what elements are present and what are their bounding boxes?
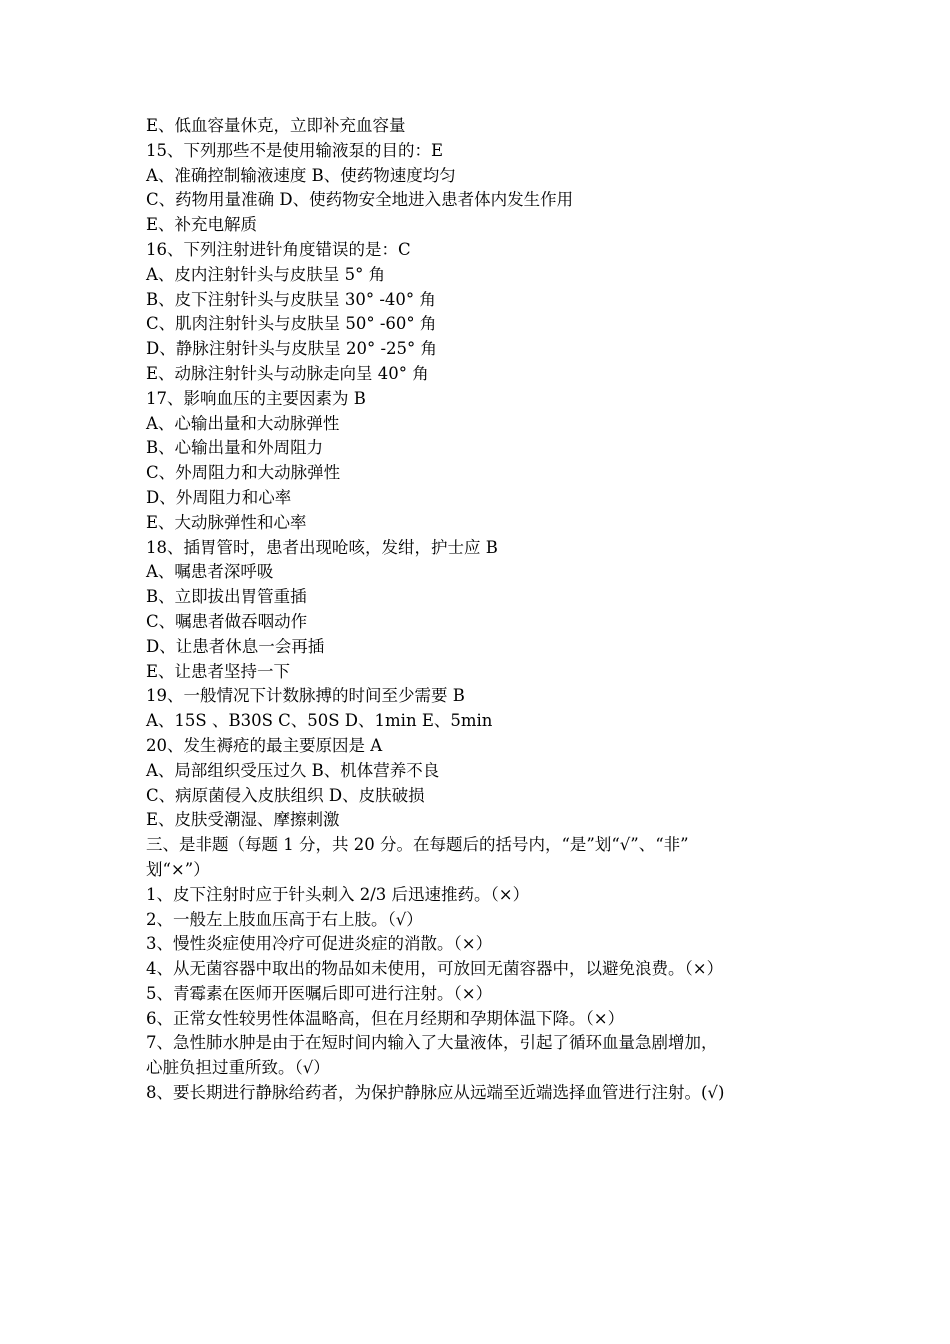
option-text: B、立即拔出胃管重插 xyxy=(146,587,307,607)
option-text: E、补充电解质 xyxy=(146,215,258,235)
true-false-item: 1、皮下注射时应于针头刺入 2/3 后迅速推药。（×） xyxy=(146,884,530,904)
option-text: E、动脉注射针头与动脉走向呈 40° 角 xyxy=(146,363,429,383)
question-text: 19、一般情况下计数脉搏的时间至少需要 B xyxy=(146,686,465,706)
option-text: C、外周阻力和大动脉弹性 xyxy=(146,463,341,483)
true-false-item: 5、青霉素在医师开医嘱后即可进行注射。（×） xyxy=(146,983,493,1003)
option-text: C、嘱患者做吞咽动作 xyxy=(146,611,308,631)
true-false-item-continued: 心脏负担过重所致。（√） xyxy=(146,1058,330,1078)
true-false-item: 6、正常女性较男性体温略高，但在月经期和孕期体温下降。（×） xyxy=(146,1008,625,1028)
option-text: A、嘱患者深呼吸 xyxy=(146,562,274,582)
question-text: 17、影响血压的主要因素为 B xyxy=(146,388,366,408)
option-text: A、准确控制输液速度 B、使药物速度均匀 xyxy=(146,165,456,185)
option-text: E、大动脉弹性和心率 xyxy=(146,512,307,532)
option-text: C、药物用量准确 D、使药物安全地进入患者体内发生作用 xyxy=(146,190,574,210)
question-text: 20、发生褥疮的最主要原因是 A xyxy=(146,735,383,755)
section-heading: 三、是非题（每题 1 分，共 20 分。在每题后的括号内，“是”划“√”、“非” xyxy=(146,835,689,855)
true-false-item: 3、慢性炎症使用冷疗可促进炎症的消散。（×） xyxy=(146,934,493,954)
option-text: D、让患者休息一会再插 xyxy=(146,636,325,656)
option-text: A、心输出量和大动脉弹性 xyxy=(146,413,340,433)
option-text: B、皮下注射针头与皮肤呈 30° -40° 角 xyxy=(146,289,436,309)
question-text: 18、插胃管时，患者出现呛咳，发绀，护士应 B xyxy=(146,537,498,557)
true-false-item: 7、急性肺水肿是由于在短时间内输入了大量液体，引起了循环血量急剧增加， xyxy=(146,1033,718,1053)
option-text: C、肌肉注射针头与皮肤呈 50° -60° 角 xyxy=(146,314,437,334)
section-heading-continued: 划“×”） xyxy=(146,859,210,879)
option-text: E、低血容量休克，立即补充血容量 xyxy=(146,116,406,135)
option-text: E、让患者坚持一下 xyxy=(146,661,291,681)
question-text: 16、下列注射进针角度错误的是：C xyxy=(146,239,411,259)
option-text: A、皮内注射针头与皮肤呈 5° 角 xyxy=(146,264,386,284)
question-text: 15、下列那些不是使用输液泵的目的：E xyxy=(146,140,444,160)
option-text: C、病原菌侵入皮肤组织 D、皮肤破损 xyxy=(146,785,425,805)
true-false-item: 4、从无菌容器中取出的物品如未使用，可放回无菌容器中，以避免浪费。（×） xyxy=(146,959,724,979)
option-text: B、心输出量和外周阻力 xyxy=(146,438,324,458)
document-page xyxy=(146,114,826,1106)
option-text: A、15S 、B30S C、50S D、1min E、5min xyxy=(146,711,493,731)
true-false-item: 2、一般左上肢血压高于右上肢。（√） xyxy=(146,909,423,929)
option-text: D、外周阻力和心率 xyxy=(146,487,292,507)
option-text: E、皮肤受潮湿、摩擦刺激 xyxy=(146,810,340,830)
option-text: D、静脉注射针头与皮肤呈 20° -25° 角 xyxy=(146,339,438,359)
option-text: A、局部组织受压过久 B、机体营养不良 xyxy=(146,760,440,780)
true-false-item: 8、要长期进行静脉给药者，为保护静脉应从远端至近端选择血管进行注射。(√) xyxy=(146,1083,725,1103)
